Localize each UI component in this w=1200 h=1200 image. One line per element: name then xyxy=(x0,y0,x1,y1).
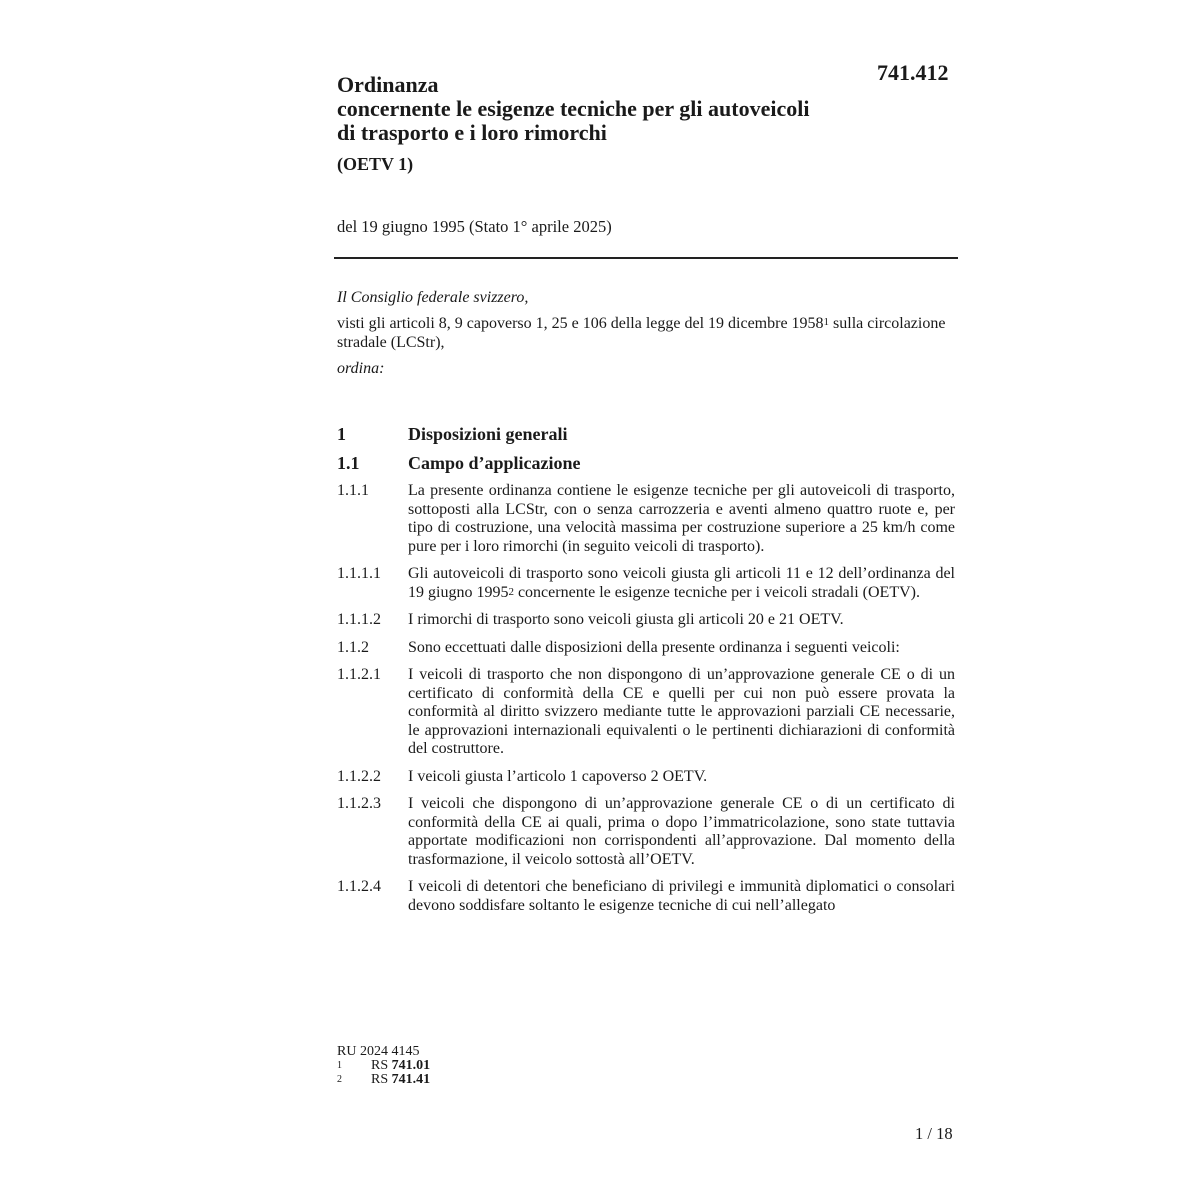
footnote xyxy=(337,1073,430,1087)
authority: Il Consiglio federale svizzero, xyxy=(337,289,529,306)
abbreviation: (OETV 1) xyxy=(337,154,414,174)
provision xyxy=(337,611,955,630)
footnote xyxy=(337,1059,430,1073)
provision xyxy=(337,878,955,915)
footnote-ref-2[interactable]: 2 xyxy=(508,585,514,598)
provision xyxy=(337,666,955,759)
ru-reference: RU 2024 4145 xyxy=(337,1044,420,1059)
provision-text: I veicoli di trasporto che non dispongono di un’approvazione generale CE o di un certificato di conformità della CE e quelli per cui non può essere provata la conformità al diritto svizzero mediante tutte le approvazioni parziali CE necessarie, le approvazioni internazionali equivalenti o le pertinenti dichiarazioni di conformità del costruttore. xyxy=(408,666,955,757)
legal-basis-text: visti gli articoli 8, 9 capoverso 1, 25 e 106 della legge del 19 dicembre 1958 xyxy=(337,315,824,332)
provision-number: 1.1.2.2 xyxy=(337,767,381,785)
provision-text xyxy=(408,565,955,602)
provision-text: I veicoli di detentori che beneficiano di privilegi e immunità diplomatici o consolari devono soddisfare soltanto le esigenze tecniche di cui nell’allegato xyxy=(408,878,955,914)
section-number: 1.1 xyxy=(337,453,360,473)
footnote-number: 2 xyxy=(337,1074,342,1085)
document-date: del 19 giugno 1995 (Stato 1° aprile 2025) xyxy=(337,217,612,236)
footnote-link[interactable]: 741.01 xyxy=(391,1058,431,1073)
sr-number: 741.412 xyxy=(877,60,949,85)
chapter-number: 1 xyxy=(337,424,346,444)
footnote-link[interactable]: 741.41 xyxy=(391,1072,431,1087)
divider xyxy=(334,257,958,259)
provision xyxy=(337,768,955,787)
provision xyxy=(337,482,955,556)
provision-number: 1.1.2.3 xyxy=(337,795,381,812)
title-line: di trasporto e i loro rimorchi xyxy=(337,120,607,145)
page-number: 1 / 18 xyxy=(915,1124,953,1143)
provision-number: 1.1.1.2 xyxy=(337,611,381,628)
footnotes xyxy=(337,1044,430,1087)
provision-text: I rimorchi di trasporto sono veicoli giusta gli articoli 20 e 21 OETV. xyxy=(408,611,844,628)
provision-number: 1.1.2 xyxy=(337,638,369,656)
provision-number: 1.1.1.1 xyxy=(337,565,381,582)
footnote-ref-1[interactable]: 1 xyxy=(823,316,830,328)
provision-text-part: Gli autoveicoli di trasporto sono veicoli giusta gli articoli 11 e 12 dell’ordinanza del 19 giugno 1995 xyxy=(408,565,955,601)
provision-text: I veicoli che dispongono di un’approvazione generale CE o di un certificato di conformità della CE ai quali, prima o dopo l’immatricolazione, sono state tuttavia apportate modificazioni non corrispondenti all’approvazione. Dal momento della trasformazione, il veicolo sottostà all’OETV. xyxy=(408,795,955,868)
chapter-title: Disposizioni generali xyxy=(408,424,568,444)
footnote-number: 1 xyxy=(337,1060,342,1071)
provision-text: La presente ordinanza contiene le esigenze tecniche per gli autoveicoli di trasporto, sottoposti alla LCStr, con o senza carrozzeria e aventi almeno quattro ruote e, per tipo di costruzione, una velocità massima per costruzione superiore a 25 km/h come pure per i loro rimorchi (in seguito veicoli di trasporto). xyxy=(408,482,955,555)
decree: ordina: xyxy=(337,360,385,377)
provision xyxy=(337,795,955,869)
provision xyxy=(337,639,955,658)
provision-number: 1.1.2.1 xyxy=(337,666,381,683)
provision-text: Sono eccettuati dalle disposizioni della presente ordinanza i seguenti veicoli: xyxy=(408,638,900,656)
title-line: Ordinanza xyxy=(337,72,439,97)
provisions-list xyxy=(337,482,955,924)
legal-basis xyxy=(337,314,957,352)
footnote-prefix: RS xyxy=(371,1072,392,1087)
footnote-prefix: RS xyxy=(371,1058,392,1073)
legal-basis-text-end: sulla circolazione stradale (LCStr), xyxy=(337,315,946,351)
provision-number: 1.1.1 xyxy=(337,482,369,499)
provision xyxy=(337,565,955,602)
section-title: Campo d’applicazione xyxy=(408,453,581,473)
provision-text: I veicoli giusta l’articolo 1 capoverso 2 OETV. xyxy=(408,767,708,785)
document-title xyxy=(337,73,897,145)
provision-text-part: concernente le esigenze tecniche per i veicoli stradali (OETV). xyxy=(513,583,920,601)
title-line: concernente le esigenze tecniche per gli autoveicoli xyxy=(337,96,810,121)
preamble xyxy=(337,288,957,385)
provision-number: 1.1.2.4 xyxy=(337,878,381,895)
